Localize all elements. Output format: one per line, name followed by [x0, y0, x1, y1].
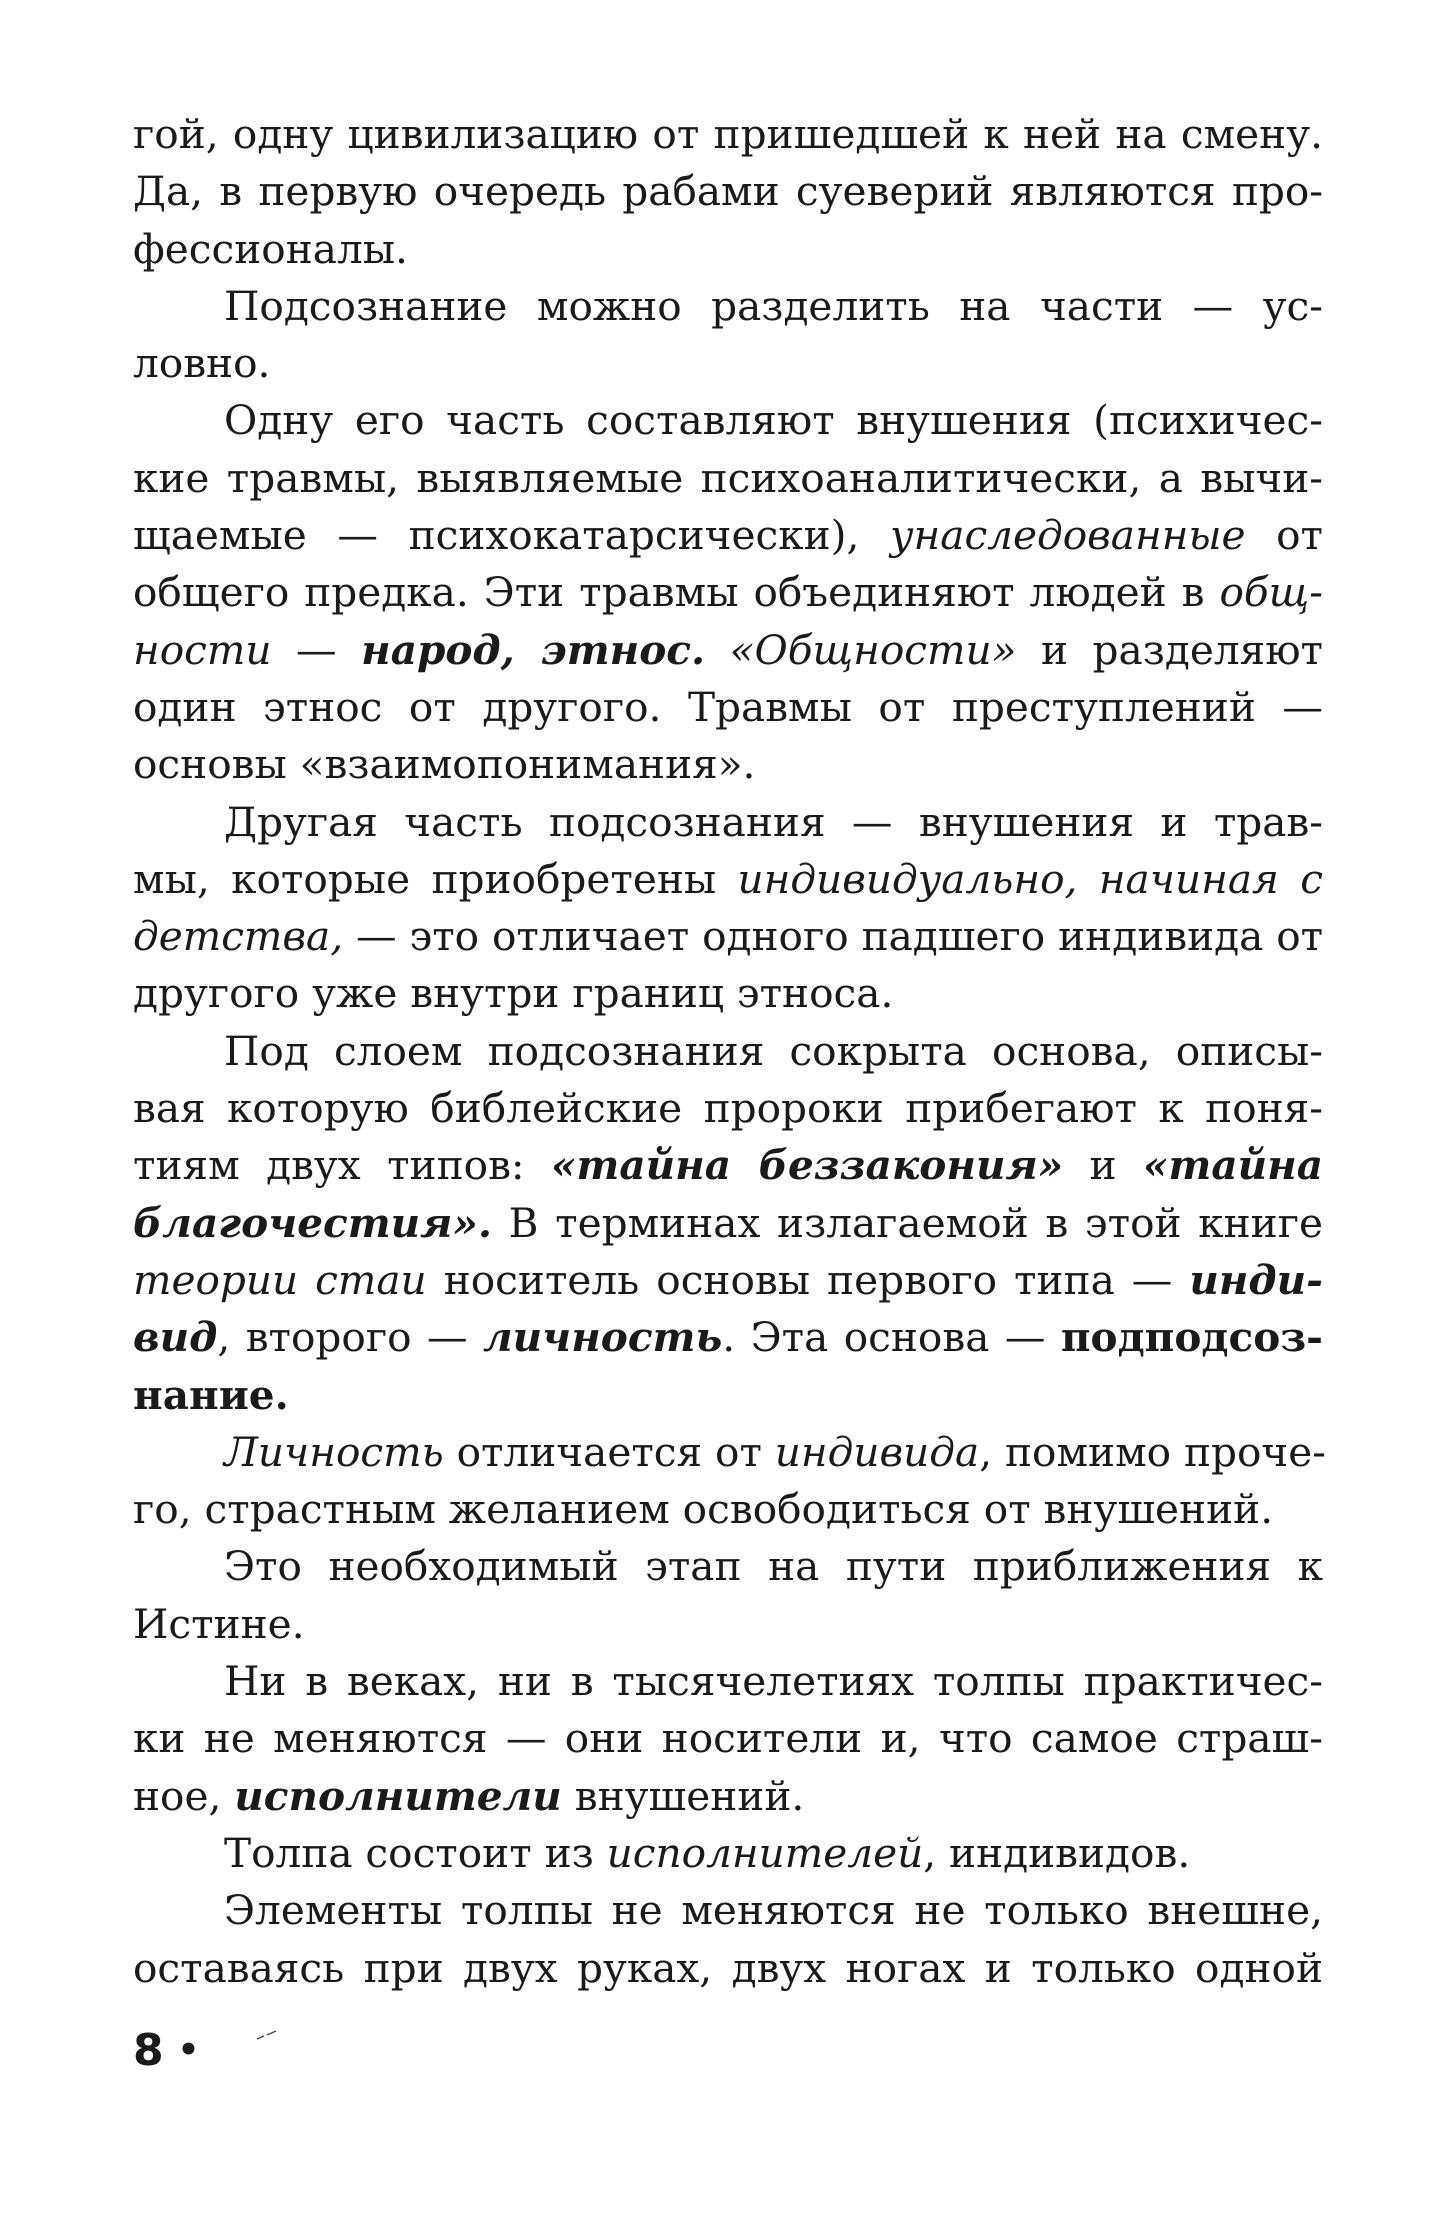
text-line: [133, 1825, 1323, 1882]
text-line: [133, 1195, 1323, 1252]
text-segment: Толпа состоит из: [224, 1828, 607, 1877]
text-line: [133, 335, 1323, 392]
text-segment: Под слоем подсознания сокрыта основа, описы-: [224, 1026, 1323, 1075]
text-segment: Подсознание можно разделить на части — ус-: [224, 281, 1323, 330]
text-segment: фессионалы.: [133, 224, 408, 273]
text-line: [133, 1309, 1323, 1366]
text-segment: другого уже внутри границ этноса.: [133, 969, 894, 1018]
text-segment: Ни в веках, ни в тысячелетиях толпы практичес-: [224, 1657, 1323, 1706]
page-footer: [133, 2020, 199, 2081]
text-segment: и: [1063, 1141, 1144, 1190]
text-line: [133, 450, 1323, 507]
text-segment: от: [1245, 511, 1324, 560]
text-line: [133, 1653, 1323, 1710]
text-segment: Элементы толпы не меняются не только внешне,: [224, 1886, 1323, 1935]
text-line: [133, 1252, 1323, 1309]
emphasized-text: вид: [133, 1313, 218, 1362]
emphasized-text: унаследованные: [890, 511, 1246, 560]
text-segment: Да, в первую очередь рабами суеверий являются про-: [133, 167, 1323, 216]
emphasized-text: народ, этнос.: [361, 625, 706, 674]
text-line: [133, 622, 1323, 679]
text-segment: ки не меняются — они носители и, что самое страш-: [133, 1714, 1323, 1763]
text-line: [133, 1538, 1323, 1595]
text-segment: общего предка. Эти травмы объединяют людей в: [133, 568, 1220, 617]
text-line: [133, 163, 1323, 220]
text-line: [133, 965, 1323, 1022]
text-line: [133, 221, 1323, 278]
text-segment: ное,: [133, 1771, 235, 1820]
page-bullet-mark: •: [177, 2030, 200, 2070]
text-segment: и разделяют: [1016, 625, 1324, 674]
emphasized-text: теории стаи: [133, 1255, 427, 1304]
text-line: [133, 1367, 1323, 1424]
text-segment: В терминах излагаемой в этой книге: [491, 1198, 1323, 1247]
text-line: [133, 1023, 1323, 1080]
text-line: [133, 908, 1323, 965]
emphasized-text: исполнители: [234, 1771, 562, 1820]
text-line: [133, 507, 1323, 564]
text-segment: кие травмы, выявляемые психоаналитически, а вычи-: [133, 453, 1323, 502]
text-segment: , индивидов.: [923, 1828, 1191, 1877]
text-segment: вая которую библейские пророки прибегают к поня-: [133, 1084, 1323, 1133]
body-text: [133, 106, 1326, 1997]
text-segment: —: [271, 625, 362, 674]
text-segment: основы «взаимопонимания».: [133, 740, 756, 789]
text-segment: щаемые — психокатарсически),: [133, 511, 890, 560]
text-segment: ловно.: [133, 339, 271, 388]
text-line: [133, 1080, 1323, 1137]
text-line: [133, 1137, 1323, 1194]
text-line: [133, 794, 1323, 851]
text-segment: гой, одну цивилизацию от пришедшей к ней на смену.: [133, 110, 1323, 158]
text-line: [133, 1710, 1323, 1767]
text-segment: мы, которые приобретены: [133, 854, 738, 903]
text-segment: внушений.: [561, 1771, 805, 1820]
emphasized-text: инди-: [1189, 1255, 1323, 1304]
text-line: [133, 1424, 1326, 1481]
page-number: 8: [133, 2025, 164, 2076]
emphasized-text: нание.: [133, 1370, 289, 1419]
text-segment: носитель основы первого типа —: [426, 1255, 1190, 1304]
text-segment: . Эта основа —: [722, 1313, 1061, 1362]
text-segment: оставаясь при двух руках, двух ногах и только одной: [133, 1943, 1323, 1992]
text-segment: Другая часть подсознания — внушения и трав-: [224, 797, 1323, 846]
text-segment: — это отличает одного падшего индивида от: [343, 912, 1324, 961]
emphasized-text: детства,: [133, 912, 344, 961]
text-segment: отличается от: [443, 1427, 775, 1476]
emphasized-text: индивида: [774, 1427, 980, 1476]
emphasized-text: исполнителей: [606, 1828, 924, 1877]
text-segment: Одну его часть составляют внушения (психичес-: [224, 396, 1323, 445]
text-line: [133, 1768, 1323, 1825]
text-segment: тиям двух типов:: [133, 1141, 552, 1190]
text-segment: [705, 626, 730, 674]
emphasized-text: общ-: [1219, 568, 1323, 617]
text-line: [133, 564, 1323, 621]
text-line: [133, 1940, 1323, 1997]
text-segment: , помимо проче-: [979, 1427, 1326, 1476]
emphasized-text: «тайна беззакония»: [551, 1141, 1064, 1190]
emphasized-text: «Общности»: [729, 625, 1017, 674]
emphasized-text: индивидуально, начиная с: [737, 854, 1323, 903]
emphasized-text: Личность: [224, 1427, 444, 1476]
print-speck: [256, 2030, 278, 2040]
emphasized-text: подподсоз-: [1060, 1313, 1323, 1362]
text-line: [133, 736, 1323, 793]
text-line: [133, 679, 1323, 736]
text-segment: го, страстным желанием освободиться от внушений.: [133, 1485, 1274, 1534]
text-line: [133, 851, 1323, 908]
text-line: [133, 106, 1323, 163]
text-segment: один этнос от другого. Травмы от преступлений —: [133, 682, 1323, 731]
text-line: [133, 1882, 1323, 1939]
text-line: [133, 1481, 1323, 1538]
text-line: [133, 392, 1323, 449]
text-segment: , второго —: [217, 1313, 483, 1362]
emphasized-text: ности: [133, 625, 272, 674]
emphasized-text: «тайна: [1143, 1141, 1323, 1190]
text-line: [133, 278, 1323, 335]
text-segment: Это необходимый этап на пути приближения к: [224, 1542, 1323, 1591]
emphasized-text: личность: [482, 1313, 723, 1362]
text-segment: Истине.: [133, 1599, 305, 1648]
text-line: [133, 1596, 1323, 1653]
emphasized-text: благочестия».: [133, 1198, 492, 1247]
